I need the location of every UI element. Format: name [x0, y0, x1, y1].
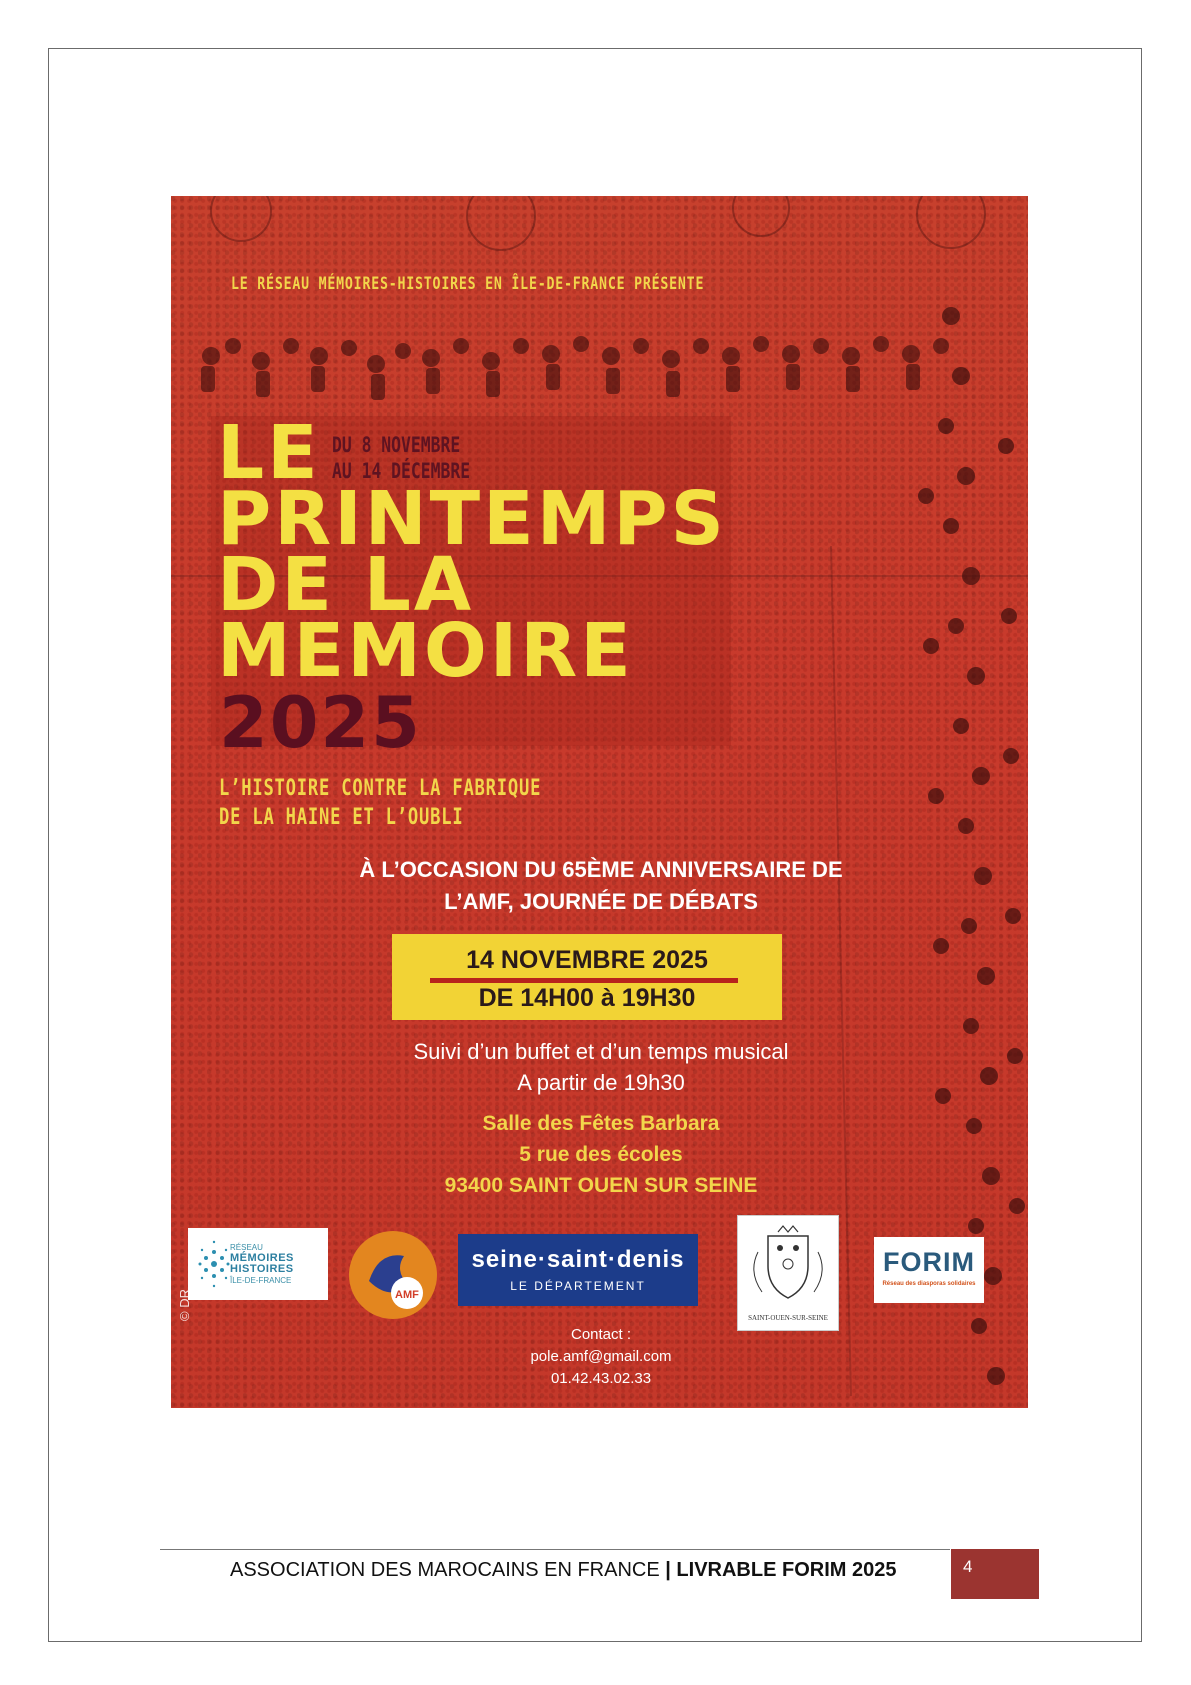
- title-line: MEMOIRE: [217, 608, 634, 694]
- forim-tagline: Réseau des diasporas solidaires: [882, 1281, 976, 1287]
- rmh-label: RÉSEAU: [230, 1243, 263, 1252]
- event-date: 14 NOVEMBRE 2025: [466, 946, 708, 974]
- festival-date-range: [332, 432, 470, 484]
- amf-label: AMF: [395, 1289, 419, 1301]
- rmh-label: MÉMOIRES: [230, 1252, 294, 1264]
- buffet-line: Suivi d’un buffet et d’un temps musical: [413, 1039, 789, 1064]
- amf-emblem-icon: [349, 1231, 437, 1319]
- buffet-line: A partir de 19h30: [517, 1070, 685, 1095]
- subtitle-line: L’HISTOIRE CONTRE LA FABRIQUE: [219, 776, 542, 801]
- photo-credit: © DR: [177, 1289, 192, 1321]
- contact-block: [421, 1324, 781, 1390]
- seine-saint-denis-logo: [458, 1234, 698, 1306]
- date-underline: [430, 978, 738, 983]
- title-line: DE LA: [217, 542, 475, 628]
- page-number: 4: [963, 1557, 973, 1576]
- buffet-info: [281, 1036, 921, 1098]
- contact-email: pole.amf@gmail.com: [530, 1348, 672, 1365]
- forim-name: FORIM: [883, 1247, 975, 1277]
- date-range-start: DU 8 NOVEMBRE: [332, 433, 461, 457]
- event-time: DE 14H00 à 19H30: [478, 984, 696, 1012]
- ssd-name: seine·saint·denis: [471, 1246, 685, 1273]
- venue-city: 93400 SAINT OUEN SUR SEINE: [444, 1174, 758, 1197]
- occasion-line: L’AMF, JOURNÉE DE DÉBATS: [444, 889, 758, 914]
- event-date-box: [392, 934, 782, 1020]
- venue-address: [281, 1108, 921, 1201]
- page-number-box: [951, 1549, 1039, 1599]
- contact-label: Contact :: [570, 1326, 632, 1343]
- contact-phone: 01.42.43.02.33: [550, 1370, 652, 1387]
- event-title: [217, 410, 727, 694]
- footer-deliverable: LIVRABLE FORIM 2025: [676, 1559, 897, 1581]
- venue-street: 5 rue des écoles: [519, 1143, 683, 1166]
- occasion-line: À L’OCCASION DU 65ÈME ANNIVERSAIRE DE: [359, 857, 843, 882]
- subtitle-line: DE LA HAINE ET L’OUBLI: [219, 805, 464, 830]
- reseau-memoires-histoires-logo: [188, 1228, 328, 1300]
- title-line: PRINTEMPS: [217, 476, 727, 562]
- event-year: 2025: [219, 682, 422, 764]
- title-line: LE: [217, 410, 321, 496]
- presenter-line: LE RÉSEAU MÉMOIRES-HISTOIRES EN ÎLE-DE-FRANCE PRÉSENTE: [231, 274, 705, 294]
- saint-ouen-caption: SAINT-OUEN-SUR-SEINE: [748, 1314, 828, 1322]
- rmh-label: ÎLE-DE-FRANCE: [230, 1276, 292, 1285]
- rmh-label: HISTOIRES: [230, 1263, 294, 1275]
- forim-logo: [874, 1237, 984, 1303]
- event-poster: [171, 196, 1028, 1408]
- coat-of-arms-icon: [738, 1222, 838, 1308]
- date-range-end: AU 14 DÉCEMBRE: [332, 459, 471, 483]
- saint-ouen-crest-logo: [737, 1215, 839, 1331]
- ssd-subtitle: LE DÉPARTEMENT: [510, 1279, 646, 1293]
- footer-organization: ASSOCIATION DES MAROCAINS EN FRANCE: [230, 1559, 660, 1581]
- event-subtitle: [219, 774, 541, 832]
- amf-logo: [349, 1231, 437, 1319]
- footer-separator: |: [665, 1559, 671, 1581]
- venue-name: Salle des Fêtes Barbara: [482, 1112, 720, 1135]
- footer-rule: [160, 1549, 950, 1550]
- page-footer: [230, 1559, 896, 1582]
- occasion-text: [281, 854, 921, 918]
- dot-cluster-icon: [194, 1234, 234, 1294]
